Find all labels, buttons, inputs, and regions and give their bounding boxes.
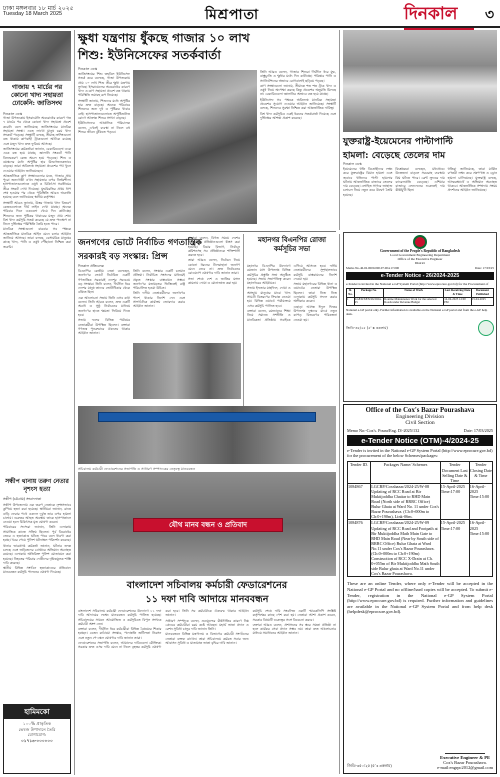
employees-photo: [78, 406, 336, 464]
employees-photo-banner: [98, 412, 316, 422]
reform-byline: দিনকাল প্রতিবেদক: [78, 264, 104, 268]
ad-line: ০১৭১৩-০০০০০০: [21, 737, 53, 743]
tender2-notice: [343, 404, 497, 774]
tender1-table: [346, 288, 494, 306]
ad-line: যোগাযোগ:: [27, 732, 47, 738]
tender1-gov-3: Office of the Executive Engineer: [397, 257, 443, 261]
tender2-footer: These are an online Tender, where only e-Tender will be accepted in the National e-GP Portal and no offline/hard copies will be accepted. To submit e-Tender, registration in the National e-GP System Portal (http://www.eprocure.gov.bd) is required. Further information and guidelines are available in the National e-GP System Portal and from help desk (helpdesk@eprocure.gov.bd).: [347, 581, 493, 615]
ad-line: ভেষজ উপাদানে তৈরি: [18, 726, 56, 732]
reform-photo: [133, 343, 241, 399]
column-divider: [339, 234, 340, 774]
ad-title: হামিমকো: [4, 705, 70, 719]
bottom-left-body: সন্ধীপ উপজেলায় এক তরুণ নেতাকে নৃশংসভাবে কুপিয়ে হত্যা করা হয়েছে। স্থানীয়রা জানান, রাতে বাড়ি ফেরার পথে একদল দুর্বৃত্ত তার ওপর হামলা চালায়। গুরুতর আহত অবস্থায় তাকে হাসপাতালে নেওয়া হলে চিকিৎসক মৃত ঘোষণা করেন। পরিবারের সদস্যরা জানান, তিনি এলাকায় সামাজিক কাজে সক্রিয় ছিলেন। পূর্ব বিরোধের জেরে এ হত্যাকাণ্ড ঘটতে পারে বলে ধারণা করা হচ্ছে। খবর পেয়ে পুলিশ ঘটনাস্থল পরিদর্শন করেছে। থানার ভারপ্রাপ্ত কর্মকর্তা জানান, ঘটনার তদন্ত চলছে এবং জড়িতদের গ্রেপ্তারে অভিযান অব্যাহত রয়েছে। এলাকায় অতিরিক্ত পুলিশ মোতায়েন করা হয়েছে। নিহতের পরিবার দোষীদের দৃষ্টান্তমূলক শাস্তি দাবি করেছে। স্থানীয় বিভিন্ন সংগঠন হত্যাকাণ্ডের প্রতিবাদে মানববন্ধন কর্মসূচি পালনের ঘোষণা দিয়েছে।: [3, 503, 71, 575]
tender1-memo: Memo No-46.02.0000.000.07.004.17.000: [346, 266, 400, 270]
table-header-row: [347, 289, 494, 298]
table-header: Name of Work: [384, 289, 444, 298]
table-header-row: [348, 462, 493, 483]
gaza-byline: দিনকাল ডেস্ক: [78, 67, 98, 71]
table-header: Tender Document Last Selling Date & Time: [441, 462, 468, 483]
tender1-gd: জিডি-৩৫/২৫ (৫' x ৩কলাম): [346, 325, 388, 330]
employees-body: বাংলাদেশ সচিবালয় কর্মচারী ফেডারেশনের উদ্যোগে ১১ দফা দাবি আদায়ের লক্ষ্যে মানববন্ধন কর্মসূচি পালিত হয়েছে। সচিবালয়ের সামনে আয়োজিত এ কর্মসূচিতে বিপুল সংখ্যক কর্মচারী অংশ নেন। বক্তারা বলেন, দীর্ঘদিন ধরে কর্মচারীরা বিভিন্ন বৈষম্যের শিকার হচ্ছেন। বেতন কাঠামো সংস্কার, পদোন্নতি জটিলতা নিরসন এবং নতুন পে-স্কেল ঘোষণার দাবি জানান তারা। ফেডারেশনের সভাপতি বলেন, আমাদের দাবিগুলো যৌক্তিক। সরকার দ্রুত এসব দাবি মেনে না নিলে বৃহত্তর কর্মসূচি ঘোষণা করা হবে। তিনি সব কর্মচারীকে ঐক্যবদ্ধ থাকার আহ্বান জানান। সাধারণ সম্পাদক বলেন, দ্রব্যমূল্যের ঊর্ধ্বগতির কারণে নিম্ন গ্রেডের কর্মচারীরা চরম কষ্টে আছেন। মহার্ঘ ভাতা প্রদান ও রেশন সুবিধা চালুর দাবি জানান তিনি। মানববন্ধনে বিভিন্ন মন্ত্রণালয় ও বিভাগের কর্মচারী সংগঠনের নেতারা বক্তব্য রাখেন। তারা সচিবালয়ে কর্মরত সবার জন্য আবাসন সুবিধা ও যাতায়াত ভাতা বৃদ্ধির দাবি জানান। কর্মসূচি শেষে দাবি সংবলিত একটি স্মারকলিপি সংশ্লিষ্ট কর্তৃপক্ষের কাছে পেশ করা হয়। নেতারা আশা প্রকাশ করেন, সরকার বিষয়টি গুরুত্বের সঙ্গে বিবেচনা করবে। বক্তারা আরও বলেন, প্রশাসনের সব স্তরে সমতা প্রতিষ্ঠা না হলে কার্যকর সেবা প্রদান সম্ভব নয়। তারা দ্রুত আলোচনার মাধ্যমে সমাধানের আহ্বান জানান।: [78, 609, 336, 650]
logo-text: দিনকাল: [404, 4, 458, 24]
tender2-memo: Memo No:-Cox's. Poura/Eng. D/-2025/132: [347, 428, 420, 433]
tender-closing-cell: 16-April-2025 Time:15:00: [469, 520, 492, 577]
column-divider: [74, 30, 75, 775]
tender-selling-cell: 15-April-2025 Time:17:00: [440, 520, 469, 577]
side-story-headline: গাজায় ৭ মার্চের পর কোনো খাদ্য সহায়তা ঢোকেনি: জাতিসংঘ: [11, 84, 63, 107]
yemen-headline-2: হামলা: বেড়েছে তেলের দাম: [343, 150, 446, 161]
tender1-footer: National e-GP portal only. Further information is available on the National e-GP portal and from the e-GP help desk.: [346, 308, 488, 317]
tender1-intro: e-Tender is invited in the National e-GP System Portal (http://www.eprocure.gov.bd) for the Procurement of: [346, 282, 489, 286]
tender2-gd: জিডি-৩৫০/২৫ (৫' x ৩কলাম): [347, 764, 392, 768]
masthead-rule: [0, 26, 500, 28]
gaza-body-col1: জাতিসংঘের শিশু তহবিল ইউনিসেফ সতর্ক করে বলেছে, গাজা উপত্যকায় প্রায় ১০ লাখ শিশু তীব্র ক্ষুধা যন্ত্রণায় ভুগছে। ইসরায়েলের অবরোধের কারণে খাদ্য ও ত্রাণ সহায়তা প্রবেশ বন্ধ থাকায় পরিস্থিতি ভয়াবহ রূপ নিয়েছে। সংস্থাটি জানায়, শিশুদের মধ্যে অপুষ্টির হার দ্রুত বাড়ছে। অনেক পরিবারে শিশুদের জন্য দুধ ও পুষ্টিকর খাবার নেই। হাসপাতালগুলোতে অপুষ্টিজনিত রোগে আক্রান্ত শিশুর সংখ্যা বাড়ছে। ইউনিসেফের আঞ্চলিক পরিচালক বলেন, এখনই ব্যবস্থা না নিলে বহু শিশুর জীবন ঝুঁকিতে পড়বে।: [78, 72, 130, 134]
tender-selling-cell: 15-April-2025 Time:17:00: [440, 483, 469, 520]
reform-headline-2: সরকারই বড় সংস্কার: প্রিন্স: [78, 252, 168, 262]
table-row: [347, 297, 494, 306]
reform-body-right: বক্তারা বলেন, বিগত সময়ে দেশের গণতান্ত্রিক প্রতিষ্ঠানগুলো ধ্বংস করা হয়েছে। বিচার বিভাগ, নির্বাচন কমিশনসহ সব প্রতিষ্ঠানকে শক্তিশালী করতে হবে। তারা আরও বলেন, নির্বাচন নিয়ে কোনো ধরনের টালবাহানা জনগণ মেনে নেবে না। দ্রুত নির্বাচনের রোডম্যাপ ঘোষণার দাবি জানান তারা। সভা শেষে দেশ ও জাতির মঙ্গল কামনায় দোয়া ও মোনাজাত করা হয়।: [188, 236, 240, 285]
tender2-intro: e-Tender is invited in the National e-GP System Portal (http://www.eprocure.gov.bd) for the procurement of the below Schemes/packages:: [347, 448, 493, 459]
ad-box: [3, 704, 71, 774]
tender-id-cell: 1084867: [348, 483, 371, 520]
tender1-title: e-Tender Notice - 26/2024-2025: [346, 272, 494, 280]
table-header: Tender ID.: [348, 462, 371, 483]
side-story-photo: [3, 31, 71, 81]
employees-banner: যৌথ মানব বন্ধন ও প্রতিবাদ: [133, 518, 283, 532]
tender2-date: Date: 17/03/2025: [463, 428, 493, 433]
column-divider: [339, 30, 340, 230]
side-story-byline: দিনকাল ডেস্ক: [3, 112, 23, 116]
table-header: Package No.: [354, 289, 383, 298]
tender2-sign-3: e-mail:engrpc2012@gmail.com: [437, 765, 493, 770]
yemen-body: ইয়েমেনের হুতি বিদ্রোহীদের লক্ষ্য করে যুক্তরাষ্ট্রের বিমান হামলা এবং জবাবে হুতিদের পাল্টা হামলার ঘটনায় আন্তর্জাতিক বাজারে তেলের দাম বেড়েছে। লোহিত সাগরে জাহাজ চলাচল নিয়ে নতুন করে উদ্বেগ তৈরি হয়েছে। বিশ্লেষকরা বলছেন, মধ্যপ্রাচ্যে উত্তেজনা বাড়লে সরবরাহ ব্যবস্থায় বিঘ্ন ঘটতে পারে। ব্রেন্ট ক্রুডের দাম ব্যারেলপ্রতি বেড়েছে। এশিয়ার বাজারে লেনদেনের শুরুতেই দাম ঊর্ধ্বমুখী ছিল। হুতিরা জানিয়েছে, তারা মার্কিন রণতরী লক্ষ্য করে ক্ষেপণাস্ত্র ও ড্রোন হামলা চালিয়েছে। যুক্তরাষ্ট্র বলছে, আত্মরক্ষার্থে এ অভিযান অব্যাহত থাকবে। আন্তর্জাতিক সম্প্রদায় সংযম প্রদর্শনের আহ্বান জানিয়েছে।: [343, 167, 497, 197]
side-story-body: গাজা উপত্যকায় ইসরায়েলি অবরোধের কারণে গত ৭ মার্চের পর থেকে কোনো খাদ্য সহায়তা প্রবেশ করেনি বলে জানিয়েছে জাতিসংঘের মানবিক সহায়তা সংস্থা। এতে লাখো মানুষ চরম খাদ্য সংকটে পড়েছে। সংস্থাটি বলছে, সীমান্ত ক্রসিংগুলো বন্ধ থাকায় ত্রাণবাহী ট্রাকগুলো আটকে রয়েছে এবং মজুদ খাদ্য দ্রুত ফুরিয়ে আসছে। জাতিসংঘের কর্মকর্তারা জানান, বেকারিগুলো একে একে বন্ধ হয়ে যাচ্ছে, জ্বালানি সংকটে পানি বিশুদ্ধকরণ কেন্দ্র অচল হয়ে পড়েছে। শিশু ও বয়স্কদের মধ্যে অপুষ্টির হার উদ্বেগজনকভাবে বাড়ছে। তারা অবিলম্বে সহায়তা প্রবেশের পথ খুলে দেওয়ার আহ্বান জানিয়েছেন। আন্তর্জাতিক ত্রাণ সংস্থাগুলোর মতে, গাজার প্রায় পুরো জনগোষ্ঠী এখন সহায়তার ওপর নির্ভরশীল। হাসপাতালগুলোতে ওষুধ ও চিকিৎসা সরঞ্জামের তীব্র সংকট দেখা দিয়েছে। যুদ্ধবিরতির প্রথম ধাপ শেষ হওয়ার পর থেকে পরিস্থিতি আরও অবনতি হয়েছে বলে জানিয়েছে স্থানীয় কর্তৃপক্ষ। সংস্থাটি আরও জানায়, উত্তর গাজায় খাদ্য বিতরণ কেন্দ্রগুলোতে দীর্ঘ লাইন দেখা যাচ্ছে। অনেক পরিবার দিনে একবেলা খেয়ে দিন কাটাচ্ছে। শিশুদের জন্য পুষ্টিকর খাবারের মজুদ প্রায় শেষ। বিশ্ব খাদ্য কর্মসূচি সতর্ক করেছে যে দ্রুত পদক্ষেপ না নিলে দুর্ভিক্ষের পরিস্থিতি তৈরি হতে পারে। মানবিক সংস্থাগুলো বারবার সব পক্ষকে আন্তর্জাতিক মানবিক আইন মেনে চলার আহ্বান জানিয়ে আসছে। তারা বলছে, বেসামরিক মানুষের কাছে খাদ্য, পানি ও ওষুধ পৌঁছানো নিশ্চিত করা জরুরি।: [3, 116, 71, 249]
table-header: Sl. No.: [348, 288, 353, 296]
table-header: Last Receiving Date & Time: [444, 288, 471, 296]
tender1-gov-1: Government of the People's Republic of Bangladesh: [380, 249, 460, 253]
table-header: Packages Name/ Schemes: [371, 462, 441, 483]
gaza-headline-2: শিশু: ইউনিসেফের সতর্কবার্তা: [78, 48, 221, 62]
tender1-notice: [343, 232, 497, 402]
section-title: মিশ্রপাতা: [205, 7, 260, 23]
tender1-date: Date: 17/03/25: [474, 266, 494, 270]
tender1-logo: [413, 235, 427, 249]
masthead: [0, 0, 500, 27]
reform-body-mid: তিনি বলেন, সংস্কার একটি চলমান প্রক্রিয়া। নির্বাচিত সংসদের মাধ্যমেই প্রকৃত সংস্কার বাস্তবায়ন সম্ভব। জনগণের মতামতের ভিত্তিতেই রাষ্ট্র পরিচালিত হওয়া উচিত। তিনি দলীয় নেতাকর্মীদের জনগণের পাশে থাকার নির্দেশ দেন এবং সাংগঠনিক কার্যক্রম জোরদার করার আহ্বান জানান।: [133, 269, 185, 309]
tender2-table: [347, 461, 493, 577]
table-cell: Routine Maintenance Work for the selected Roads under Revenue Budget: [384, 297, 444, 306]
employees-headline-2: বাংলাদেশ সচিবালয় কর্মচারী ফেডারেশনের: [126, 580, 288, 591]
tender2-sign-1: Executive Engineer & PE: [440, 755, 491, 760]
yemen-headline-1: যুক্তরাষ্ট্র-ইয়েমেনের পাল্টাপাল্টি: [343, 136, 454, 147]
masthead-date-bn: ঢাকা মঙ্গলবার ১৮ মার্চ ২০২৫: [3, 5, 74, 12]
table-header: Document Published: [471, 289, 493, 298]
tender2-section: Civil Section: [405, 420, 435, 426]
employees-headline-3: ১১ দফা দাবি আদায়ে মানববন্ধন: [145, 594, 269, 605]
bottom-left-headline: সন্ধীপ থানায় তরুণ নেতার নৃশংস হত্যা: [5, 478, 69, 493]
table-row: [348, 483, 493, 520]
employees-photo-2: [78, 472, 336, 576]
page-number: ৩: [485, 7, 495, 23]
table-header: Tender Closing Date & Time: [469, 462, 492, 483]
tender2-title: e-Tender Notice (OTM)-4/2024-25: [347, 435, 493, 446]
reform-body-left: বিএনপির কেন্দ্রীয় নেতা বলেছেন, জনগণের ভোটে নির্বাচিত একটি গণতান্ত্রিক সরকারই দেশের সবচেয়ে বড় সংস্কার। তিনি বলেন, দীর্ঘদিন ধরে দেশের মানুষ তাদের ভোটাধিকার থেকে বঞ্চিত ছিল। এক আলোচনা সভায় তিনি এসব কথা বলেন। তিনি আরও বলেন, দ্রুত একটি অবাধ ও সুষ্ঠু নির্বাচনের মাধ্যমে জনগণের হাতে ক্ষমতা ফিরিয়ে দিতে হবে। সভায় দলের বিভিন্ন পর্যায়ের নেতাকর্মীরা উপস্থিত ছিলেন। বক্তারা গণতন্ত্র পুনরুদ্ধারে ঐক্যবদ্ধ থাকার আহ্বান জানান।: [78, 269, 130, 336]
gaza-body-col2: তিনি আরও বলেন, গাজার শিশুরা দীর্ঘদিন ধরে যুদ্ধ, বাস্তুচ্যুতি ও ক্ষুধার মধ্যে দিন কাটাচ্ছে। পরিষ্কার পানি ও স্যানিটেশনের অভাবে রোগবালাই ছড়িয়ে পড়ছে। ত্রাণ সংস্থাগুলো জানায়, সীমান্তে শত শত ট্রাক খাদ্য ও ওষুধ নিয়ে অপেক্ষা করছে কিন্তু প্রবেশের অনুমতি মিলছে না। বেকারিগুলো জ্বালানির অভাবে বন্ধ হয়ে যাচ্ছে। ইউনিসেফ সব পক্ষকে অবিলম্বে মানবিক সহায়তা প্রবেশের সুযোগ দেওয়ার আহ্বান জানিয়েছে। সংস্থাটি বলছে, শিশুদের সুরক্ষা নিশ্চিত করা আন্তর্জাতিক দায়িত্ব। বিশ্ব খাদ্য কর্মসূচিও একই ধরনের সতর্কবার্তা দিয়েছে এবং দুর্ভিক্ষের আশঙ্কা প্রকাশ করেছে।: [260, 70, 336, 120]
masthead-date-en: Tuesday 18 March 2025: [3, 11, 63, 17]
mohanagar-headline: মহানগর বিএনপির রোজা কর্মসূচির সভা: [257, 236, 327, 253]
ad-line: ১০০% প্রাকৃতিক: [22, 721, 51, 726]
tender-id-cell: 1084876: [348, 520, 371, 577]
employees-caption: সচিবালয় কর্মচারী ফেডারেশনের সভাপতি ও সাধারণ সম্পাদকের নেতৃত্বে মানববন্ধন: [78, 467, 196, 471]
yemen-byline: দিনকাল ডেস্ক: [343, 162, 362, 166]
section-rule: [78, 231, 336, 232]
table-cell: LGED/XEN/26/2024-25: [354, 297, 383, 306]
table-cell: 14-04-2025 12:00 PM: [444, 297, 472, 306]
mohanagar-body: মহানগর বিএনপির উদ্যোগে রমজান মাস উপলক্ষে বিভিন্ন কর্মসূচির প্রস্তুতি সভা অনুষ্ঠিত হয়েছে। সভায় সভাপতিত্ব করেন মহানগরের আহ্বায়ক। সভায় ইফতার মাহফিল, দোয়া ও অসহায় মানুষের মাঝে খাদ্য সামগ্রী বিতরণের সিদ্ধান্ত নেওয়া হয়। বিভিন্ন ওয়ার্ডে পর্যায়ক্রমে এসব কর্মসূচি পালিত হবে। বক্তারা বলেন, রমজানের শিক্ষা নিয়ে সমাজে সম্প্রীতি ও মানবিকতা প্রতিষ্ঠায় সবাইকে এগিয়ে আসতে হবে। দলীয় নেতাকর্মীদের সুশৃঙ্খলভাবে কর্মসূচি বাস্তবায়নের নির্দেশ দেওয়া হয়। সভায় মহানগরের বিভিন্ন থানা ও ওয়ার্ডের নেতারা উপস্থিত ছিলেন। তারা নিজ নিজ এলাকায় কর্মসূচি সফল করার অঙ্গীকার করেন। এছাড়া আসন্ন ঈদুল ফিতর উপলক্ষে দুস্থদের মাঝে নতুন কাপড় বিতরণের পরিকল্পনা নেওয়া হয়।: [247, 264, 337, 322]
tender2-division: Engineering Division: [395, 414, 444, 420]
table-cell: 1: [347, 297, 355, 306]
table-row: [348, 520, 493, 577]
tender2-office: Office of the Cox's Bazar Pourashava: [365, 407, 475, 414]
ad-body: [4, 719, 70, 745]
tender-desc-cell: LGCRP/Coxsbazar/2024-25/W-08 Updating of RCC Road at Bir Muktijoddha Chattar to RHD Main Road (North side of RRRC Office) Bulur Ghata at Ward No. 11 under Cox's Bazar Pourashava. (Ch:0+000m to Ch:0+190m), Link-06m.: [371, 483, 440, 520]
tender1-gov-2: Local Government Engineering Department: [390, 253, 450, 257]
tender1-gov-4: District: [414, 261, 426, 265]
tender2-sign-2: Cox's Bazar Pourashava.: [443, 760, 487, 765]
bottom-left-byline: সন্ধীপ (চট্টগ্রাম) সংবাদদাতা: [3, 497, 42, 501]
tender-desc-cell: LGCRP/Coxsbazar/2024-25/W-09 Updating of RCC Road and Footpath at Bir Muktijoddha Math Main Gate to RHD Main Road (Near by South side of RRRC Office) Bulur Ghata at Ward No.11 under Cox's Bazar Pourashava. (Ch:0+000m to Ch:0+190m) Construction of RCC X-Drain at Ch. 0+055m of Bir Muktijoddha Math South side Bulur ghata at Ward No.11 under Cox's Bazar Pourashava.: [371, 520, 440, 577]
table-cell: 15-04-2025: [471, 297, 493, 306]
gaza-photo: [133, 70, 257, 224]
gaza-headline-1: ক্ষুধা যন্ত্রণায় ধুঁকছে গাজার ১০ লাখ: [78, 31, 250, 45]
yemen-photo: [343, 30, 497, 132]
tender-closing-cell: 16-April-2025 Time:15:00: [469, 483, 492, 520]
column-divider: [243, 234, 244, 409]
signature-mark: [445, 746, 485, 754]
reform-headline-1: জনগণের ভোটে নির্বাচিত গণতান্ত্রিক: [78, 238, 202, 248]
tender1-emblem-icon: [478, 320, 494, 336]
